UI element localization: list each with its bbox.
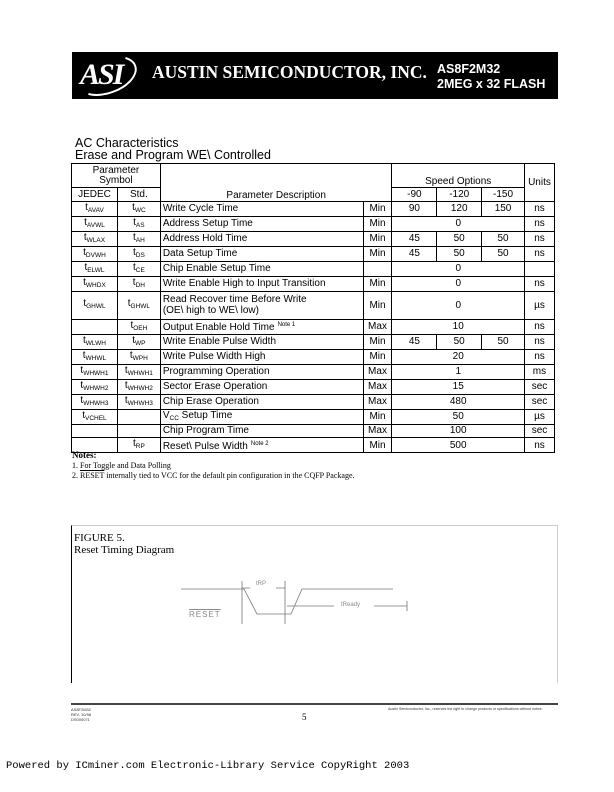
symbol-subscript: AH — [135, 236, 145, 244]
symbol-subscript: GHWL — [130, 303, 151, 311]
speed-value: 50 — [482, 334, 525, 349]
note-signal: RESET — [80, 471, 105, 480]
unit: ms — [524, 364, 554, 379]
table-row — [72, 349, 555, 364]
jedec-symbol — [72, 394, 118, 409]
parameter-description — [160, 349, 363, 364]
std-symbol — [117, 291, 160, 319]
signal-reset-label: RESET — [189, 610, 221, 619]
parameter-description — [160, 276, 363, 291]
jedec-symbol — [72, 201, 118, 216]
symbol-base: t — [132, 334, 136, 346]
symbol-subscript: WP — [135, 339, 146, 347]
jedec-symbol — [72, 409, 118, 424]
unit: sec — [524, 379, 554, 394]
param-symbol-header — [72, 164, 161, 188]
header-text: Parameter — [92, 164, 140, 176]
symbol-base: t — [83, 231, 87, 243]
jedec-symbol — [72, 334, 118, 349]
description-text: Write Pulse Width High — [162, 351, 266, 363]
parameter-description — [160, 216, 363, 231]
jedec-symbol — [72, 246, 118, 261]
symbol-subscript: AVAV — [87, 206, 104, 214]
table-row — [72, 364, 555, 379]
symbol-subscript: AVWL — [86, 221, 105, 229]
symbol-subscript: WHWH2 — [127, 384, 153, 392]
limit-type — [363, 261, 392, 276]
symbol-base: t — [124, 364, 128, 376]
jedec-symbol — [72, 231, 118, 246]
part-info — [437, 62, 545, 92]
footer-rev: REV. 10/98 — [71, 712, 92, 717]
symbol-subscript: VCHEL — [85, 414, 107, 422]
symbol-base: t — [82, 409, 85, 421]
unit: ns — [524, 438, 554, 453]
std-symbol — [117, 231, 160, 246]
speed-value: 50 — [482, 231, 525, 246]
symbol-base: t — [80, 394, 84, 406]
speed-value: 45 — [392, 334, 437, 349]
limit-type: Max — [363, 394, 392, 409]
unit: ns — [524, 246, 554, 261]
reset-timing-diagram — [72, 526, 559, 684]
description-text: Address Setup Time — [162, 218, 253, 230]
page-number: 5 — [302, 712, 307, 722]
std-symbol — [117, 409, 160, 424]
unit: ns — [524, 216, 554, 231]
description-text: Output Enable Hold Time — [162, 322, 275, 334]
limit-type: Min — [363, 201, 392, 216]
parameter-description — [160, 201, 363, 216]
table-row — [72, 261, 555, 276]
limit-type: Min — [363, 409, 392, 424]
symbol-base: t — [132, 276, 136, 288]
limit-type: Max — [363, 319, 392, 334]
table-row — [72, 216, 555, 231]
parameter-description — [160, 379, 363, 394]
speed-value: 50 — [437, 231, 482, 246]
trp-label: tRP — [256, 581, 267, 587]
note-reference: Note 2 — [250, 440, 269, 447]
limit-type: Max — [363, 379, 392, 394]
speed-value: 120 — [437, 201, 482, 216]
footer-doc: DS000071 — [71, 717, 90, 722]
symbol-base: t — [83, 276, 86, 288]
speed-value: 0 — [392, 261, 524, 276]
unit — [524, 261, 554, 276]
limit-type: Max — [363, 364, 392, 379]
symbol-subscript: WHWH1 — [83, 369, 109, 377]
description-text: Data Setup Time — [162, 248, 238, 260]
speed-value: 45 — [392, 246, 437, 261]
jedec-symbol — [72, 379, 118, 394]
jedec-symbol — [72, 261, 118, 276]
figure-reset-timing — [71, 525, 558, 683]
note-1: 1. For Toggle and Data Polling — [72, 461, 171, 470]
symbol-base: t — [132, 231, 136, 243]
speed-value: 20 — [392, 349, 524, 364]
symbol-subscript: WHWH1 — [127, 369, 153, 377]
parameter-description — [160, 364, 363, 379]
description-text: Write Enable High to Input Transition — [162, 278, 326, 290]
limit-type: Min — [363, 438, 392, 453]
symbol-subscript: WHWH3 — [83, 399, 109, 407]
speed-options-header: Speed Options — [392, 164, 524, 188]
asi-logo: ASI — [80, 58, 123, 91]
symbol-base: t — [80, 379, 84, 391]
desc-header: Parameter Description — [160, 164, 392, 202]
symbol-base: t — [82, 349, 86, 361]
description-text: Setup Time — [178, 409, 233, 421]
note-reference: Note 1 — [277, 322, 296, 329]
speed-value: 150 — [482, 201, 525, 216]
unit: ns — [524, 349, 554, 364]
page-title: AC Characteristics — [75, 136, 179, 150]
symbol-base: t — [124, 394, 128, 406]
speed-value: 50 — [437, 246, 482, 261]
company-name: AUSTIN SEMICONDUCTOR, INC. — [152, 62, 427, 82]
powered-by-banner: Powered by ICminer.com Electronic-Library Service CopyRight 2003 — [6, 760, 410, 772]
unit: ns — [524, 201, 554, 216]
symbol-base: t — [84, 261, 88, 273]
table-row — [72, 409, 555, 424]
symbol-base: t — [132, 261, 136, 273]
parameter-description — [160, 334, 363, 349]
description-text: (OE\ high to WE\ low) — [162, 305, 259, 317]
symbol-base: t — [132, 246, 136, 258]
note-2 — [72, 471, 355, 481]
symbol-subscript: WHWL — [85, 354, 107, 362]
unit: µs — [524, 409, 554, 424]
description-text: Chip Program Time — [162, 425, 249, 437]
symbol-subscript: GHWL — [86, 303, 106, 311]
description-text: Reset\ Pulse Width — [162, 440, 248, 452]
jedec-symbol — [72, 364, 118, 379]
std-header: Std. — [117, 188, 160, 202]
symbol-base: t — [132, 201, 135, 213]
page-subtitle: Erase and Program WE\ Controlled — [75, 148, 271, 162]
symbol-base: t — [85, 201, 88, 213]
speed-value: 10 — [392, 319, 524, 334]
unit: ns — [524, 319, 554, 334]
symbol-subscript: WHWH3 — [127, 399, 153, 407]
symbol-subscript: CC — [169, 414, 179, 422]
footer-divider — [71, 703, 558, 705]
symbol-subscript: WLAX — [86, 236, 106, 244]
jedec-symbol — [72, 319, 118, 334]
std-symbol — [117, 319, 160, 334]
speed-value: 500 — [392, 438, 524, 453]
footer-disclaimer: Austin Semiconductor, Inc., reserves the right to change products or specifications without notice. — [388, 707, 543, 711]
speed-value: 1 — [392, 364, 524, 379]
section-title — [75, 137, 271, 161]
table-row — [72, 201, 555, 216]
symbol-subscript: DVWH — [85, 251, 106, 259]
speed-value: 480 — [392, 394, 524, 409]
note-text: internally tied to VCC for the default pin configuration in the CQFP Package. — [104, 471, 355, 480]
speed-value: 0 — [392, 276, 524, 291]
limit-type: Min — [363, 276, 392, 291]
std-symbol — [117, 261, 160, 276]
tready-label: tReady — [341, 602, 361, 608]
speed-value: 0 — [392, 216, 524, 231]
parameter-description — [160, 409, 363, 424]
symbol-subscript: AS — [135, 221, 145, 229]
header-banner — [72, 52, 558, 99]
table-row — [72, 334, 555, 349]
symbol-base: t — [132, 438, 136, 450]
std-symbol — [117, 394, 160, 409]
notes-title: Notes: — [72, 450, 97, 460]
part-number: AS8F2M32 — [437, 62, 501, 76]
description-text: Chip Erase Operation — [162, 396, 259, 408]
table-row — [72, 379, 555, 394]
symbol-subscript: CE — [135, 266, 145, 274]
figure-label: FIGURE 5. — [74, 532, 125, 544]
description-text: Programming Operation — [162, 366, 270, 378]
std-symbol — [117, 424, 160, 438]
std-symbol — [117, 246, 160, 261]
symbol-subscript: ELWL — [87, 266, 105, 274]
symbol-base: t — [124, 379, 128, 391]
description-text: Chip Enable Setup Time — [162, 263, 271, 275]
jedec-symbol — [72, 216, 118, 231]
speed-value: 50 — [482, 246, 525, 261]
symbol-base: t — [129, 349, 133, 361]
limit-type: Min — [363, 334, 392, 349]
symbol-subscript: WPH — [132, 354, 148, 362]
std-symbol — [117, 216, 160, 231]
std-symbol — [117, 349, 160, 364]
limit-type: Max — [363, 424, 392, 438]
speed-value: 50 — [392, 409, 524, 424]
parameter-description — [160, 394, 363, 409]
symbol-subscript: WHWH2 — [83, 384, 109, 392]
units-header: Units — [524, 164, 554, 202]
unit: ns — [524, 334, 554, 349]
std-symbol — [117, 334, 160, 349]
parameter-description — [160, 424, 363, 438]
symbol-subscript: OEH — [133, 324, 148, 332]
speed-value: 90 — [392, 201, 437, 216]
symbol-base: t — [83, 334, 86, 346]
speed-header: -150 — [482, 188, 525, 202]
std-symbol — [117, 276, 160, 291]
symbol-subscript: WHDX — [85, 281, 106, 289]
description-text: Write Cycle Time — [162, 203, 239, 215]
limit-type: Min — [363, 291, 392, 319]
parameter-description — [160, 291, 363, 319]
unit: sec — [524, 394, 554, 409]
jedec-symbol — [72, 276, 118, 291]
speed-value: 45 — [392, 231, 437, 246]
figure-title: Reset Timing Diagram — [74, 544, 175, 556]
table-row — [72, 291, 555, 319]
symbol-subscript: DH — [135, 281, 145, 289]
table-row — [72, 394, 555, 409]
limit-type: Min — [363, 231, 392, 246]
description-text: Sector Erase Operation — [162, 381, 268, 393]
symbol-base: V — [162, 409, 170, 421]
symbol-subscript: DS — [135, 251, 145, 259]
std-symbol — [117, 364, 160, 379]
speed-value: 0 — [392, 291, 524, 319]
speed-value: 100 — [392, 424, 524, 438]
table-row — [72, 424, 555, 438]
parameter-description — [160, 231, 363, 246]
table-row — [72, 246, 555, 261]
description-text: Address Hold Time — [162, 233, 248, 245]
symbol-subscript: WLWH — [85, 339, 106, 347]
speed-header: -120 — [437, 188, 482, 202]
limit-type: Min — [363, 216, 392, 231]
speed-value: 50 — [437, 334, 482, 349]
symbol-base: t — [84, 216, 87, 228]
footer-part: AS8F2M32 — [71, 707, 92, 712]
parameter-description — [160, 246, 363, 261]
symbol-base: t — [83, 298, 87, 310]
symbol-subscript: WC — [134, 206, 146, 214]
jedec-symbol — [72, 291, 118, 319]
speed-value: 15 — [392, 379, 524, 394]
symbol-base: t — [133, 216, 136, 228]
table-row — [72, 276, 555, 291]
table-row — [72, 319, 555, 334]
unit: µs — [524, 291, 554, 319]
symbol-base: t — [130, 319, 134, 331]
jedec-symbol — [72, 424, 118, 438]
symbol-base: t — [83, 246, 86, 258]
speed-header: -90 — [392, 188, 437, 202]
symbol-subscript: RP — [135, 443, 145, 451]
std-symbol — [117, 201, 160, 216]
note-number: 2. — [72, 471, 80, 480]
unit: sec — [524, 424, 554, 438]
header-text: Symbol — [99, 174, 133, 186]
symbol-base: t — [127, 298, 131, 310]
description-text: Write Enable Pulse Width — [162, 336, 277, 348]
notes — [72, 450, 355, 481]
symbol-base: t — [80, 364, 84, 376]
part-description: 2MEG x 32 FLASH — [437, 77, 546, 91]
footer-left — [71, 707, 91, 722]
parameter-description — [160, 319, 363, 334]
std-symbol — [117, 379, 160, 394]
unit: ns — [524, 231, 554, 246]
limit-type: Min — [363, 246, 392, 261]
parameter-description — [160, 261, 363, 276]
table-row — [72, 231, 555, 246]
description-text: Read Recover time Before Write — [162, 294, 307, 306]
jedec-symbol — [72, 349, 118, 364]
jedec-header: JEDEC — [72, 188, 118, 202]
limit-type: Min — [363, 349, 392, 364]
ac-characteristics-table — [71, 163, 555, 453]
unit: ns — [524, 276, 554, 291]
